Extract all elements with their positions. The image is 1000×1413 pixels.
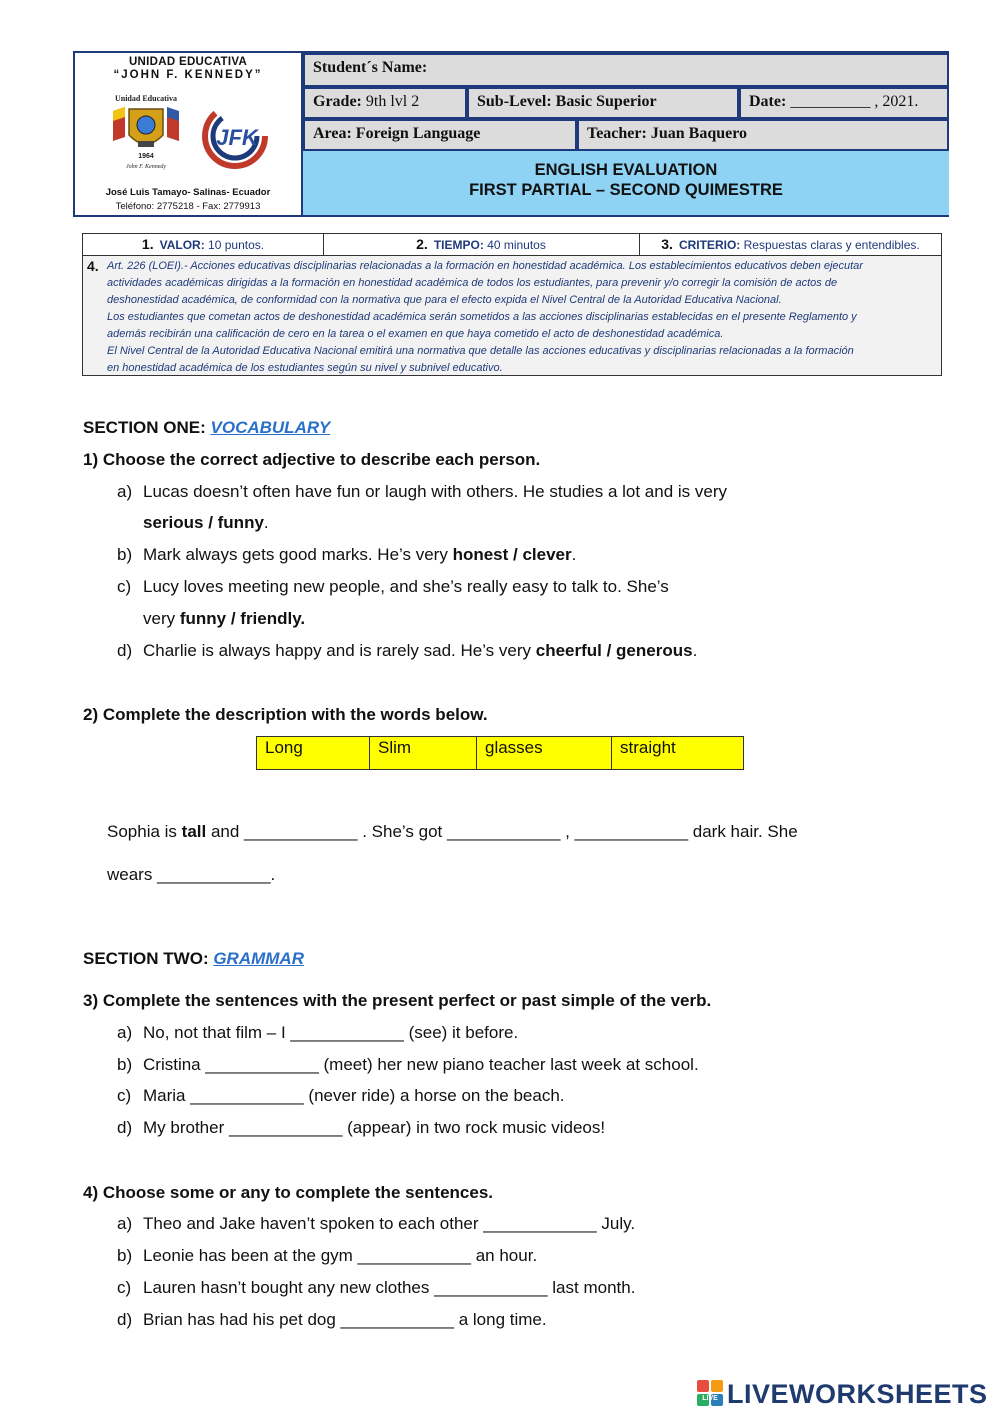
note-line: Los estudiantes que cometan actos de deshonestidad académica serán sometidos a las acciones disciplinarias establecidas en el presente Reglamento y [107,311,857,323]
note-line: Art. 226 (LOEI).- Acciones educativas disciplinarias relacionadas a la formación en honestidad académica. Los establecimientos educativos deben ejecutar [107,260,863,272]
word-bank-item[interactable]: glasses [477,737,612,769]
note-line: en honestidad académica de los estudiantes según su nivel y subnivel educativo. [107,362,503,374]
q4-item[interactable]: a) Theo and Jake haven’t spoken to each other ____________ July. [117,1214,636,1233]
liveworksheets-logo[interactable] [697,1378,993,1410]
criteria-tiempo: 2. TIEMPO: 40 minutos [416,236,546,252]
q1-item-a: a) Lucas doesn’t often have fun or laugh with others. He studies a lot and is very [117,482,728,501]
teacher-value: Juan Baquero [650,125,748,142]
word-bank [256,736,744,770]
liveworksheets-icon [697,1380,725,1408]
question-4-title: 4) Choose some or any to complete the sentences. [83,1183,494,1202]
crest-bottom-text: John F. Kennedy [125,164,167,170]
q3-item[interactable]: d) My brother ____________ (appear) in two rock music videos! [117,1118,606,1137]
grammar-link[interactable]: GRAMMAR [213,949,304,968]
criteria-valor: 1. VALOR: 10 puntos. [141,236,265,252]
date-field[interactable] [739,87,949,119]
word-bank-item[interactable]: straight [620,738,676,757]
question-3-title: 3) Complete the sentences with the present perfect or past simple of the verb. [83,991,712,1010]
word-bank-item[interactable]: Slim [370,737,477,769]
criteria-criterio: 3. CRITERIO: Respuestas claras y entendibles. [661,236,920,252]
grade-label: Grade: [313,93,362,110]
q3-item[interactable]: a) No, not that film – I ____________ (see) it before. [117,1023,519,1042]
q3-item[interactable]: b) Cristina ____________ (meet) her new piano teacher last week at school. [117,1055,699,1074]
teacher-label: Teacher: [587,125,647,142]
grade-value: 9th lvl 2 [365,93,420,110]
evaluation-subtitle: FIRST PARTIAL – SECOND QUIMESTRE [469,181,783,199]
vocabulary-link[interactable]: VOCABULARY [210,418,331,437]
word-bank-item[interactable]: Long [257,737,370,769]
note-line: deshonestidad académica, de conformidad con la normativa que para el efecto expida el Nivel Central de la Autoridad Educativa Nacional. [107,294,782,306]
school-phone: Teléfono: 2775218 - Fax: 2779913 [115,201,261,212]
sublevel-label: Sub-Level: [477,93,552,110]
school-info [75,53,303,215]
school-name-line2: “JOHN F. KENNEDY” [113,69,263,81]
criteria-4-number: 4. [87,258,99,274]
jfk-logo-text: JFK [216,125,258,150]
area-label: Area: [313,125,352,142]
student-name-label: Student´s Name: [313,59,428,76]
q2-description-line1[interactable]: Sophia is tall and ____________ . She’s got ____________ , ____________ dark hair. She [107,822,798,841]
note-line: actividades académicas dirigidas a la formación en honestidad académica de todos los estudiantes, para prevenir y/o corregir la comisión de actos de [107,277,838,289]
q1-item-a-choice[interactable]: serious / funny. [143,513,269,532]
section-one-heading: SECTION ONE: VOCABULARY [83,418,331,437]
q1-item-b[interactable]: b) Mark always gets good marks. He’s very honest / clever. [117,545,577,564]
section-two-heading: SECTION TWO: GRAMMAR [83,949,304,968]
sublevel-value: Basic Superior [555,93,657,110]
note-line: El Nivel Central de la Autoridad Educativa Nacional emitirá una normativa que detalle las acciones educativas y disciplinarias relacionadas a la formación [107,345,854,357]
evaluation-title: ENGLISH EVALUATION [534,161,718,179]
question-1-title: 1) Choose the correct adjective to describe each person. [83,450,541,469]
q1-item-d[interactable]: d) Charlie is always happy and is rarely sad. He’s very cheerful / generous. [117,641,698,660]
crest-year: 1964 [138,153,154,160]
crest-top-text: Unidad Educativa [114,94,178,103]
school-address: José Luis Tamayo- Salinas- Ecuador [105,187,271,198]
q4-item[interactable]: b) Leonie has been at the gym ____________ an hour. [117,1246,538,1265]
liveworksheets-wordmark: LIVEWORKSHEETS [727,1379,988,1409]
liveworksheets-icon-text: LIVE [702,1395,718,1402]
date-label: Date: [749,93,787,110]
sublevel-field [467,87,739,119]
jfk-logo-icon [195,99,275,173]
q1-item-c-choice[interactable]: very funny / friendly. [143,609,306,628]
evaluation-title-box [303,149,949,215]
student-name-field[interactable] [303,53,949,87]
grade-field [303,87,467,119]
teacher-field [577,119,949,151]
school-crest-icon [105,91,187,175]
q3-item[interactable]: c) Maria ____________ (never ride) a horse on the beach. [117,1086,565,1105]
school-name-line1: UNIDAD EDUCATIVA [128,56,248,68]
question-2-title: 2) Complete the description with the words below. [83,705,488,724]
q1-item-c: c) Lucy loves meeting new people, and she’s really easy to talk to. She’s [117,577,669,596]
area-field [303,119,577,151]
criteria-table [82,233,942,376]
criteria-honesty-note [83,256,941,375]
criteria-row [83,234,941,256]
area-value: Foreign Language [355,125,481,142]
q2-description-line2[interactable]: wears ____________. [107,865,276,884]
note-line: además recibirán una calificación de cero en la tarea o el examen en que haya cometido el acto de deshonestidad académica. [107,328,724,340]
date-value: __________ , 2021. [790,93,919,110]
q4-item[interactable]: d) Brian has had his pet dog ____________ a long time. [117,1310,547,1329]
q4-item[interactable]: c) Lauren hasn’t bought any new clothes ____________ last month. [117,1278,636,1297]
header-table [73,51,949,217]
